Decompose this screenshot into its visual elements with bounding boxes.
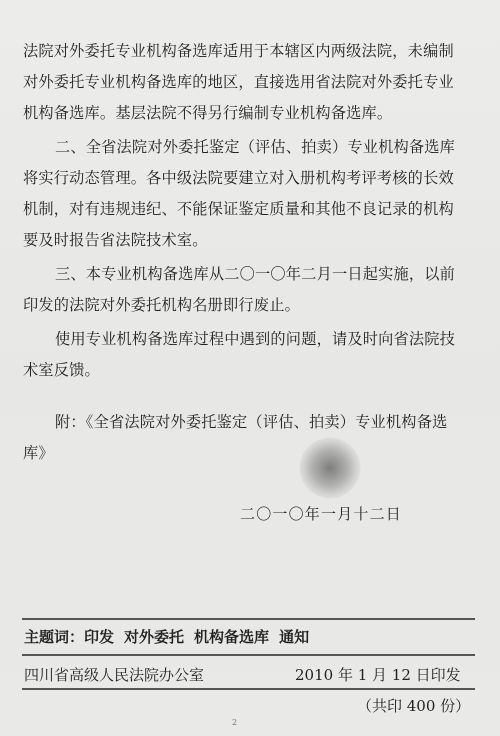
body-line-6: 机制，对有违规违纪、不能保证鉴定质量和其他不良记录的机构 <box>23 200 454 218</box>
body-line-11: 术室反馈。 <box>23 361 100 379</box>
keywords-label: 主题词： <box>24 628 85 646</box>
keyword-item: 机构备选库 <box>194 628 270 646</box>
body-line-2: 对外委托专业机构备选库的地区，直接选用省法院对外委托专业 <box>23 73 454 91</box>
keyword-item: 通知 <box>279 628 310 646</box>
footer-rule-top <box>22 618 475 620</box>
body-line-5: 将实行动态管理。各中级法院要建立对入册机构考评考核的长效 <box>23 169 454 187</box>
attachment-line-2: 库》 <box>23 444 54 462</box>
attachment-line-1: 附：《全省法院对外委托鉴定（评估、拍卖）专业机构备选 <box>55 413 448 431</box>
signature-date: 二〇一〇年一月十二日 <box>240 505 403 523</box>
body-line-9: 印发的法院对外委托机构名册即行废止。 <box>23 296 300 314</box>
issuer-name: 四川省高级人民法院办公室 <box>24 666 205 684</box>
body-line-10: 使用专业机构备选库过程中遇到的问题，请及时向省法院技 <box>55 330 456 348</box>
footer-rule-middle <box>22 654 475 656</box>
issue-date: 2010 年 1 月 12 日印发 <box>295 666 461 684</box>
subject-keywords <box>24 626 309 647</box>
keyword-item: 对外委托 <box>124 628 185 646</box>
footer-rule-bottom <box>22 688 475 690</box>
page-number: 2 <box>232 718 238 727</box>
body-line-8: 三、本专业机构备选库从二〇一〇年二月一日起实施，以前 <box>55 265 456 283</box>
body-line-3: 机构备选库。基层法院不得另行编制专业机构备选库。 <box>23 104 393 122</box>
official-seal <box>300 438 360 498</box>
body-line-1: 法院对外委托专业机构备选库适用于本辖区内两级法院，未编制 <box>23 42 454 60</box>
body-line-7: 要及时报告省法院技术室。 <box>23 231 208 249</box>
body-line-4: 二、全省法院对外委托鉴定（评估、拍卖）专业机构备选库 <box>55 138 456 156</box>
keyword-item: 印发 <box>84 628 115 646</box>
copies-count: （共印 400 份） <box>357 697 471 715</box>
